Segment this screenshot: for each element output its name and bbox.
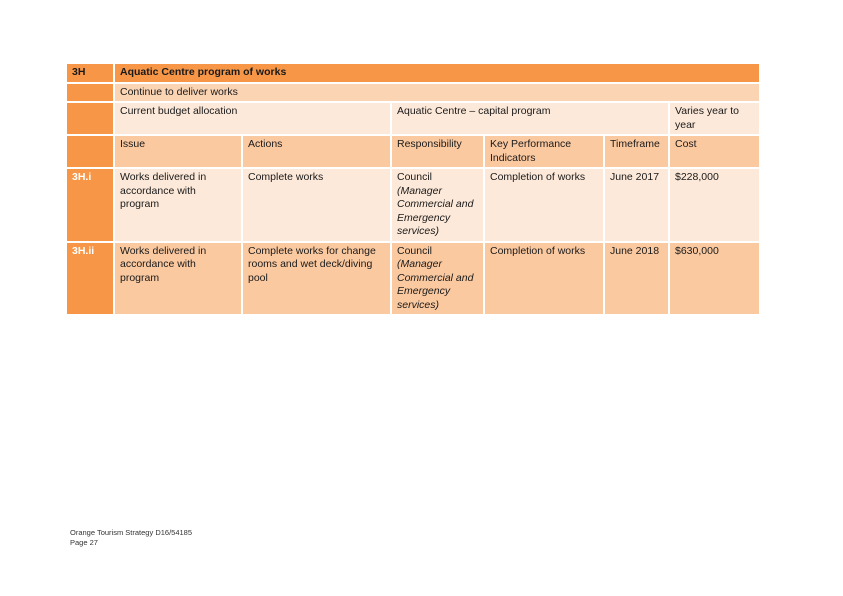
row-timeframe: June 2017 — [605, 169, 670, 243]
responsibility-detail: (Manager Commercial and Emergency services) — [397, 184, 474, 237]
column-header-timeframe: Timeframe — [605, 136, 670, 169]
row-issue: Works delivered in accordance with program — [115, 169, 243, 243]
row-cost: $630,000 — [670, 243, 759, 317]
objective-code-cell — [67, 84, 115, 104]
row-actions: Complete works — [243, 169, 392, 243]
budget-row — [67, 103, 759, 136]
column-header-kpi: Key Performance Indicators — [485, 136, 605, 169]
responsibility-owner: Council — [397, 171, 433, 183]
section-title: Aquatic Centre program of works — [115, 64, 759, 84]
row-code: 3H.i — [67, 169, 115, 243]
table-row — [67, 169, 759, 243]
section-header-row — [67, 64, 759, 84]
row-responsibility — [392, 243, 485, 317]
footer-document-ref: Orange Tourism Strategy D16/54185 — [70, 528, 193, 537]
budget-program: Aquatic Centre – capital program — [392, 103, 670, 136]
column-header-issue: Issue — [115, 136, 243, 169]
row-kpi: Completion of works — [485, 243, 605, 317]
row-code: 3H.ii — [67, 243, 115, 317]
column-header-actions: Actions — [243, 136, 392, 169]
program-of-works-table — [67, 64, 759, 316]
responsibility-detail: (Manager Commercial and Emergency services) — [397, 258, 474, 311]
section-code: 3H — [67, 64, 115, 84]
objective-text: Continue to deliver works — [115, 84, 759, 104]
objective-row — [67, 84, 759, 104]
row-kpi: Completion of works — [485, 169, 605, 243]
row-responsibility — [392, 169, 485, 243]
column-header-responsibility: Responsibility — [392, 136, 485, 169]
row-issue: Works delivered in accordance with program — [115, 243, 243, 317]
footer-page-number: Page 27 — [70, 538, 98, 547]
row-cost: $228,000 — [670, 169, 759, 243]
page-footer — [70, 528, 192, 548]
responsibility-owner: Council — [397, 244, 433, 257]
budget-label: Current budget allocation — [115, 103, 392, 136]
column-header-cost: Cost — [670, 136, 759, 169]
column-header-code-cell — [67, 136, 115, 169]
budget-code-cell — [67, 103, 115, 136]
budget-note: Varies year to year — [670, 103, 759, 136]
row-actions: Complete works for change rooms and wet deck/diving pool — [243, 243, 392, 317]
column-header-row — [67, 136, 759, 169]
table-row — [67, 243, 759, 317]
row-timeframe: June 2018 — [605, 243, 670, 317]
